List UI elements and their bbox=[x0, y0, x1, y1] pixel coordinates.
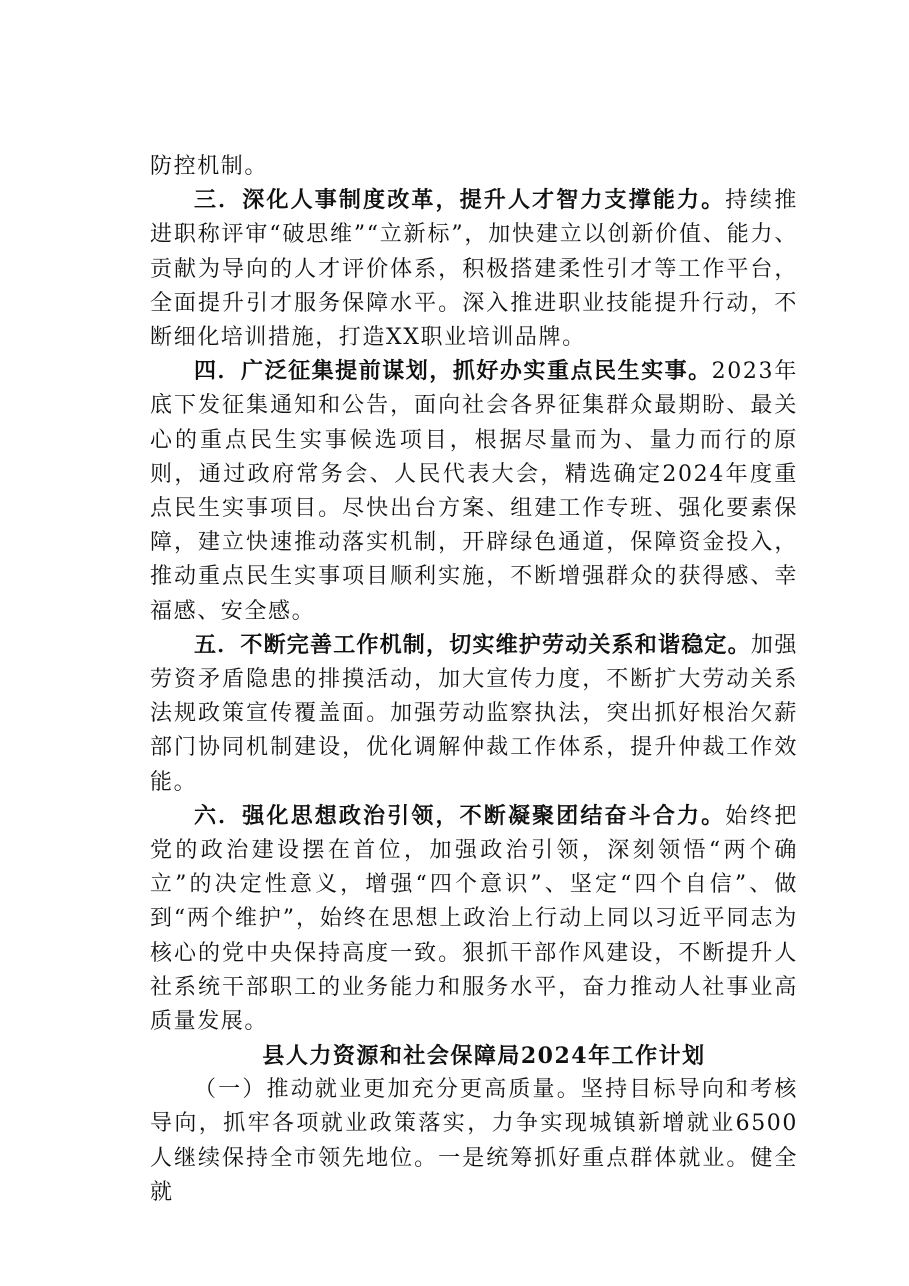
paragraph-continuation bbox=[150, 150, 798, 184]
paragraph-labor-relations bbox=[150, 629, 798, 800]
paragraph-text: 2023年底下发征集通知和公告，面向社会各界征集群众最期盼、最关心的重点民生实事候选项目，根据尽量而为、量力而行的原则，通过政府常务会、人民代表大会，精选确定2024年度重点民生实事项目。尽快出台方案、组建工作专班、强化要素保障，建立快速推动落实机制，开辟绿色通道，保障资金投入，推动重点民生实事项目顺利实施，不断增强群众的获得感、幸福感、安全感。 bbox=[150, 359, 798, 624]
paragraph-heading: 三．深化人事制度改革，提升人才智力支撑能力。 bbox=[194, 188, 726, 214]
paragraph-text: 防控机制。 bbox=[150, 154, 269, 179]
paragraph-heading: 五．不断完善工作机制，切实维护劳动关系和谐稳定。 bbox=[194, 632, 751, 658]
paragraph-employment bbox=[150, 1073, 798, 1210]
paragraph-text: 加强劳资矛盾隐患的排摸活动，加大宣传力度，不断扩大劳动关系法规政策宣传覆盖面。加强劳动监察执法，突出抓好根治欠薪部门协同机制建设，优化调解仲裁工作体系，提升仲裁工作效能。 bbox=[150, 632, 799, 795]
paragraph-text: 持续推进职称评审“破思维”“立新标”，加快建立以创新价值、能力、贡献为导向的人才评价体系，积极搭建柔性引才等工作平台，全面提升引才服务保障水平。深入推进职业技能提升行动，不断细化培训措施，打造XX职业培训品牌。 bbox=[150, 188, 798, 351]
section-title: 县人力资源和社会保障局2024年工作计划 bbox=[262, 1043, 706, 1070]
paragraph-heading: 六．强化思想政治引领，不断凝聚团结奋斗合力。 bbox=[194, 803, 726, 829]
document-body bbox=[150, 150, 798, 1210]
paragraph-text: （一）推动就业更加充分更高质量。坚持目标导向和考核导向，抓牢各项就业政策落实，力争实现城镇新增就业6500人继续保持全市领先地位。一是统筹抓好重点群体就业。健全就 bbox=[150, 1077, 798, 1205]
paragraph-heading: 四．广泛征集提前谋划，抓好办实重点民生实事。 bbox=[194, 359, 712, 385]
paragraph-political-guidance bbox=[150, 800, 798, 1039]
paragraph-text: 始终把党的政治建设摆在首位，加强政治引领，深刻领悟“两个确立”的决定性意义，增强“四个意识”、坚定“四个自信”、做到“两个维护”，始终在思想上政治上行动上同以习近平同志为核心的党中央保持高度一致。狠抓干部作风建设，不断提升人社系统干部职工的业务能力和服务水平，奋力推动人社事业高质量发展。 bbox=[150, 803, 798, 1035]
paragraph-livelihood-projects bbox=[150, 355, 798, 629]
paragraph-talent-reform bbox=[150, 184, 798, 355]
